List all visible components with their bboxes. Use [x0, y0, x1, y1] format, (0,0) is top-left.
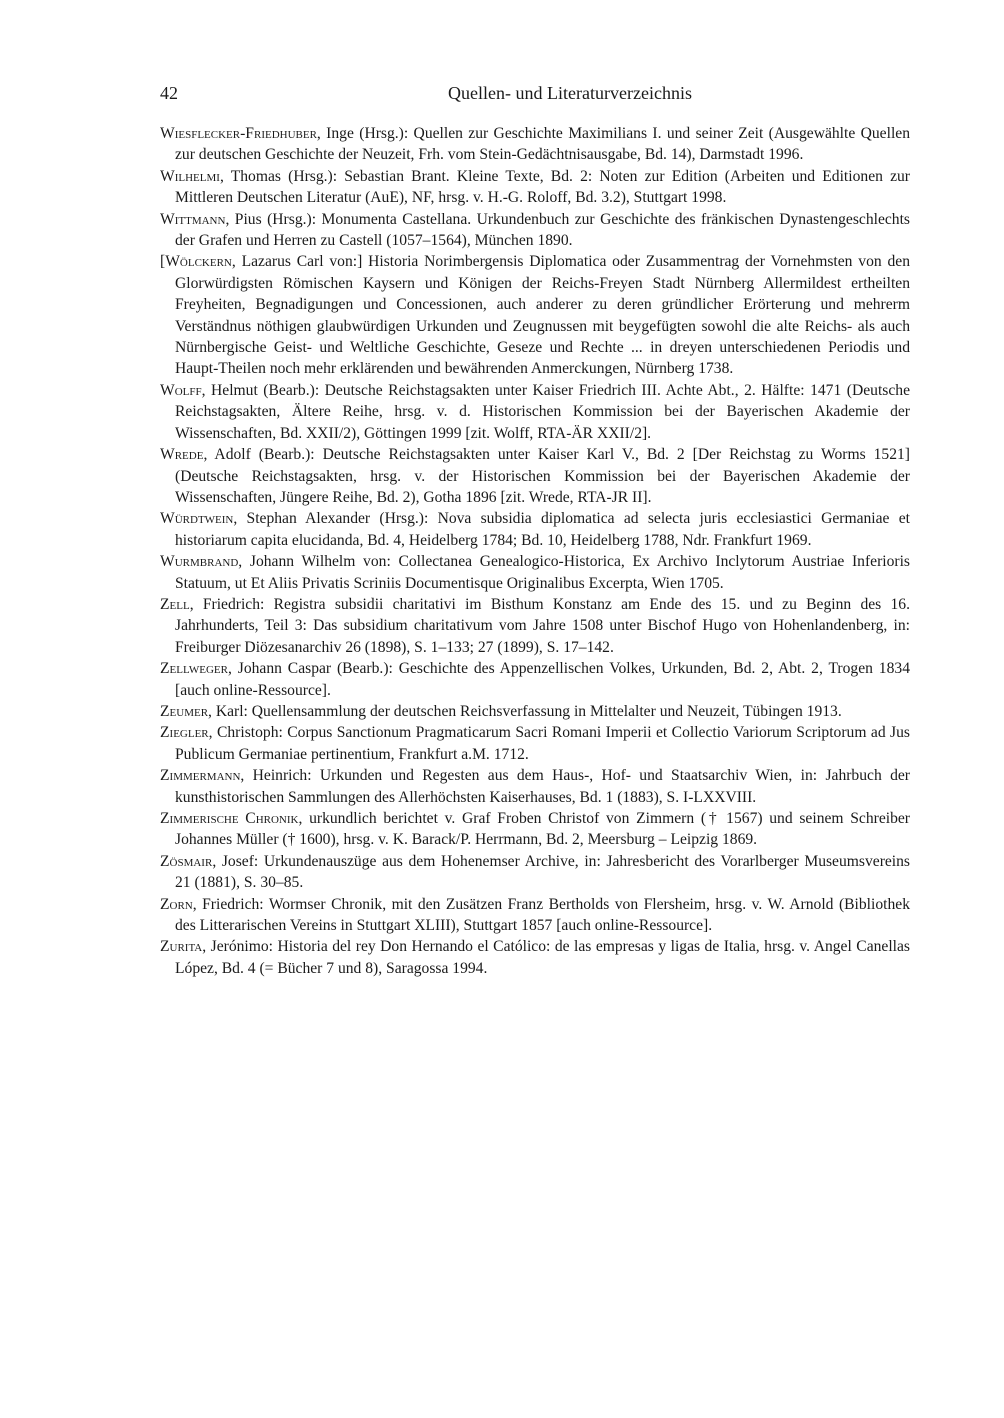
- entry-text: , Pius (Hrsg.): Monumenta Castellana. Urkundenbuch zur Geschichte des fränkischen Dynastengeschlechts der Grafen und Herren zu Castell (1057–1564), München 1890.: [175, 210, 910, 250]
- page-number: 42: [160, 83, 178, 103]
- entry-text: , Stephan Alexander (Hrsg.): Nova subsidia diplomatica ad selecta juris ecclesiastici Germaniae et historiarum capita elucidanda, Bd. 4, Heidelberg 1784; Bd. 10, Heidelberg 1788, Ndr. Frankfurt 1969.: [175, 510, 910, 549]
- entry-author: Ziegler: [160, 724, 209, 742]
- bibliography-entry: [160, 444, 910, 508]
- entry-text: , Thomas (Hrsg.): Sebastian Brant. Kleine Texte, Bd. 2: Noten zur Edition (Arbeiten und Editionen zur Mittleren Deutschen Literatur (AuE), NF, hrsg. v. H.-G. Roloff, Bd. 3.2), Stuttgart 1998.: [175, 167, 910, 207]
- entry-text: , urkundlich berichtet v. Graf Froben Christof von Zimmern († 1567) und seinem Schreiber Johannes Müller († 1600), hrsg. v. K. Barack/P. Herrmann, Bd. 2, Meersburg – Leipzig 1869.: [175, 810, 910, 849]
- entry-text: , Heinrich: Urkunden und Regesten aus dem Haus-, Hof- und Staatsarchiv Wien, in: Jahrbuch der kunsthistorischen Sammlungen des Allerhöchsten Kaiserhauses, Bd. 1 (1883), S. I-LXXVIII.: [175, 767, 910, 806]
- entry-author: Würdtwein: [160, 510, 234, 528]
- bibliography-entry: [160, 722, 910, 765]
- entry-author: Zurita: [160, 938, 203, 956]
- entry-text: , Lazarus Carl von:] Historia Norimbergensis Diplomatica oder Zusammentrag der Vornehmsten von den Glorwürdigsten Römischen Kaysern und Königen der Reichs-Freyen Stadt Nürnberg Allermildest ertheilten Freyheiten, Begnadigungen und Concessionen, auch anderer zu deren gründlicher Erörterung und mehrerm Verständnus nöthigen glaubwürdigen Urkunden und Zeugnussen mit beygefügten sowohl die alte Reichs- als auch Nürnbergische Geist- und Weltliche Geschichte, Geseze und Rechte ... in dreyen unterschiedenen Periodis und Haupt-Theilen noch mehr erklärenden und bewährenden Anmerckungen, Nürnberg 1738.: [175, 253, 910, 378]
- entry-author: Wölckern: [165, 253, 232, 271]
- running-head: [160, 78, 910, 108]
- entry-author: Wilhelmi: [160, 167, 220, 185]
- entry-text: , Christoph: Corpus Sanctionum Pragmaticarum Sacri Romani Imperii et Collectio Variorum Scriptorum ad Jus Publicum Germaniae pertinentium, Frankfurt a.M. 1712.: [175, 724, 910, 763]
- entry-text: , Johann Caspar (Bearb.): Geschichte des Appenzellischen Volkes, Urkunden, Bd. 2, Abt. 2, Trogen 1834 [auch online-Ressource].: [175, 660, 910, 699]
- page: [160, 78, 910, 979]
- bibliography-entry: [160, 209, 910, 252]
- bibliography-entry: [160, 658, 910, 701]
- entry-author: Wurmbrand: [160, 553, 239, 571]
- entry-author: Wittmann: [160, 210, 226, 228]
- entry-text: , Inge (Hrsg.): Quellen zur Geschichte Maximilians I. und seiner Zeit (Ausgewählte Quellen zur deutschen Geschichte der Neuzeit, Frh. vom Stein-Gedächtnisausgabe, Bd. 14), Darmstadt 1996.: [175, 125, 910, 164]
- bibliography-entry: [160, 251, 910, 379]
- entry-text: , Friedrich: Wormser Chronik, mit den Zusätzen Franz Bertholds von Flersheim, hrsg. v. W. Arnold (Bibliothek des Litterarischen Vereins in Stuttgart XLIII), Stuttgart 1857 [auch online-Ressource].: [175, 895, 910, 935]
- entry-text: , Josef: Urkundenauszüge aus dem Hohenemser Archive, in: Jahresbericht des Vorarlberger Museumsvereins 21 (1881), S. 30–85.: [175, 852, 910, 892]
- entry-author: Wiesflecker-Friedhuber: [160, 125, 317, 142]
- bibliography-entry: [160, 551, 910, 594]
- entry-text: , Karl: Quellensammlung der deutschen Reichsverfassung in Mittelalter und Neuzeit, Tübingen 1913.: [208, 702, 842, 720]
- entry-prefix: [: [160, 253, 166, 271]
- bibliography-entry: [160, 123, 910, 166]
- bibliography-entry: [160, 701, 910, 722]
- bibliography-entry: [160, 765, 910, 808]
- entry-author: Wolff: [160, 381, 202, 399]
- entry-author: Zimmermann: [160, 767, 241, 785]
- bibliography-entry: [160, 808, 910, 851]
- entry-text: , Helmut (Bearb.): Deutsche Reichstagsakten unter Kaiser Friedrich III. Achte Abt., 2. Hälfte: 1471 (Deutsche Reichstagsakten, Ältere Reihe, hrsg. v. d. Historischen Kommission bei der Bayerischen Akademie der Wissenschaften, Bd. XXII/2), Göttingen 1999 [zit. Wolff, RTA-ÄR XXII/2].: [175, 381, 910, 442]
- bibliography-entry: [160, 380, 910, 444]
- entry-text: , Johann Wilhelm von: Collectanea Genealogico-Historica, Ex Archivo Inclytorum Austriae Inferioris Statuum, ut Et Aliis Privatis Scriniis Documentisque Originalibus Excerpta, Wien 1705.: [175, 553, 910, 592]
- bibliography-entry: [160, 894, 910, 937]
- bibliography-entry: [160, 166, 910, 209]
- entry-text: , Friedrich: Registra subsidii charitativi im Bisthum Konstanz am Ende des 15. und zu Beginn des 16. Jahrhunderts, Teil 3: Das subsidium charitativum vom Jahre 1508 unter Bischof Hugo von Hohenlandenberg, in: Freiburger Diözesanarchiv 26 (1898), S. 1–133; 27 (1899), S. 17–142.: [175, 595, 910, 656]
- entry-text: , Jerónimo: Historia del rey Don Hernando el Católico: de las empresas y ligas de Italia, hrsg. v. Angel Canellas López, Bd. 4 (= Bücher 7 und 8), Saragossa 1994.: [175, 938, 910, 977]
- bibliography-list: [160, 123, 910, 979]
- bibliography-entry: [160, 851, 910, 894]
- entry-author: Zösmair: [160, 852, 213, 870]
- bibliography-entry: [160, 508, 910, 551]
- bibliography-entry: [160, 936, 910, 979]
- entry-author: Zorn: [160, 895, 193, 913]
- entry-author: Zellweger: [160, 660, 228, 678]
- running-title: Quellen- und Literaturverzeichnis: [448, 83, 692, 103]
- entry-author: Zeumer: [160, 702, 209, 720]
- entry-author: Zimmerische Chronik: [160, 810, 299, 827]
- entry-text: , Adolf (Bearb.): Deutsche Reichstagsakten unter Kaiser Karl V., Bd. 2 [Der Reichstag zu Worms 1521] (Deutsche Reichstagsakten, hrsg. v. der Historischen Kommission bei der Bayerischen Akademie der Wissenschaften, Jüngere Reihe, Bd. 2), Gotha 1896 [zit. Wrede, RTA-JR II].: [175, 446, 910, 506]
- bibliography-entry: [160, 594, 910, 658]
- entry-author: Wrede: [160, 446, 204, 464]
- entry-author: Zell: [160, 595, 190, 613]
